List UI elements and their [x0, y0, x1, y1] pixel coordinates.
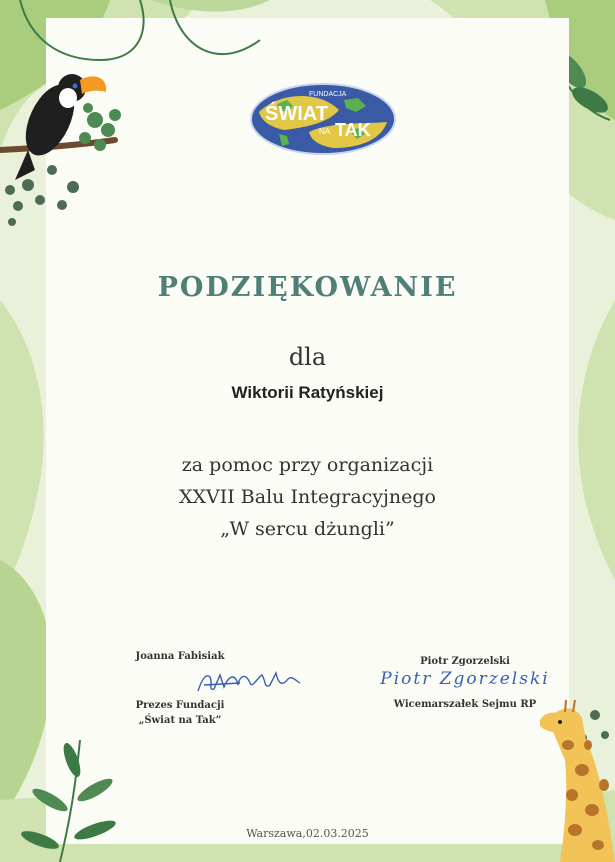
- recipient-name: Wiktorii Ratyńskiej: [231, 383, 384, 402]
- signature-block-right: [370, 656, 560, 716]
- reason-line-2: XXVII Balu Integracyjnego: [178, 486, 436, 508]
- certificate-title: PODZIĘKOWANIE: [157, 272, 458, 303]
- signatory-role-left-1: Prezes Fundacji: [135, 700, 225, 711]
- logo-label-tak: TAK: [335, 120, 371, 140]
- handwritten-signature-right: Piotr Zgorzelski: [380, 669, 550, 689]
- signatory-name-left: Joanna Fabisiak: [135, 651, 225, 662]
- signature-block-left: [110, 651, 250, 731]
- signatory-role-left-2: „Świat na Tak”: [138, 715, 222, 726]
- logo-label-small: FUNDACJA: [309, 91, 347, 98]
- reason-line-3: „W sercu dżungli”: [220, 518, 395, 540]
- reason-line-1: za pomoc przy organizacji: [181, 454, 434, 476]
- handwritten-signature-left: [180, 665, 320, 697]
- signatory-name-right: Piotr Zgorzelski: [420, 656, 510, 667]
- foundation-logo: [249, 82, 397, 156]
- logo-label-main: ŚWIAT: [265, 103, 328, 125]
- for-word: dla: [288, 343, 327, 371]
- place-and-date: Warszawa,02.03.2025: [246, 827, 369, 840]
- signatory-role-right: Wicemarszałek Sejmu RP: [393, 699, 537, 710]
- logo-label-na: NA: [319, 127, 331, 136]
